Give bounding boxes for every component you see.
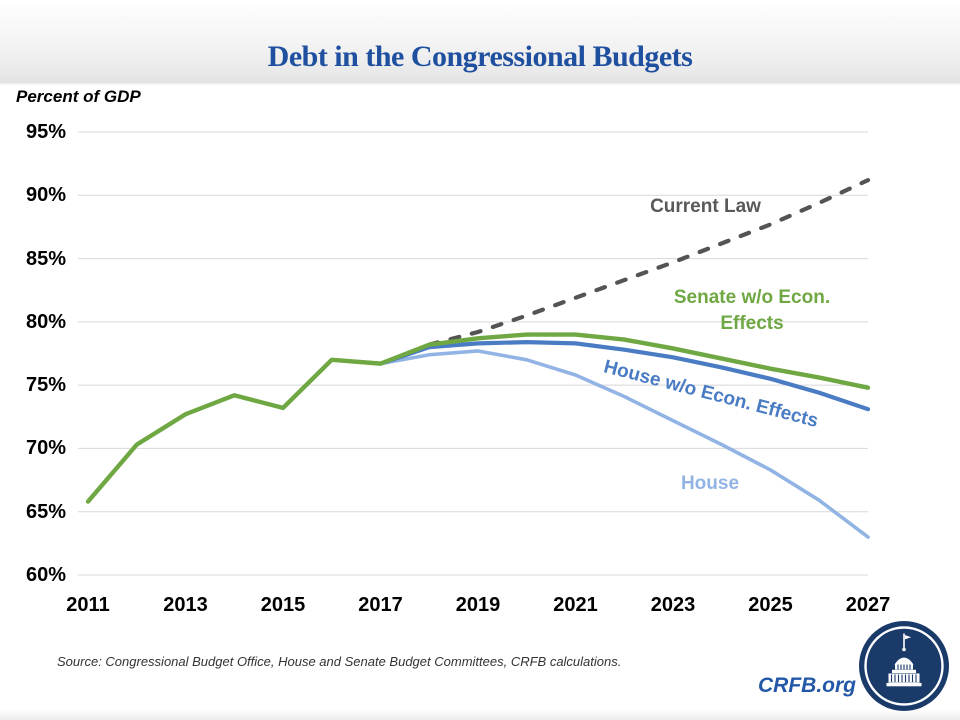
bottom-gradient (0, 710, 960, 720)
x-tick-label: 2021 (553, 594, 598, 616)
y-tick-label: 80% (25, 310, 66, 333)
y-tick-label: 65% (25, 500, 66, 523)
y-tick-label: 85% (25, 247, 66, 270)
y-tick-label: 60% (25, 564, 66, 586)
current-law-series-label: Current Law (650, 196, 761, 217)
crfb-org-text: CRFB.org (758, 674, 856, 697)
y-tick-label: 95% (25, 121, 66, 143)
y-axis-unit-label: Percent of GDP (16, 87, 141, 106)
house-wo-econ-series-label: House w/o Econ. Effects (601, 356, 821, 432)
senate-series-label: Senate w/o Econ. Effects (673, 287, 831, 334)
x-tick-label: 2013 (163, 594, 208, 616)
page-title: Debt in the Congressional Budgets (267, 40, 693, 73)
y-tick-label: 75% (25, 374, 66, 397)
x-tick-label: 2011 (66, 594, 110, 616)
x-tick-label: 2019 (455, 594, 501, 616)
x-tick-label: 2017 (358, 594, 403, 616)
y-tick-label: 70% (25, 437, 66, 460)
x-tick-label: 2023 (650, 594, 696, 616)
x-tick-label: 2027 (845, 594, 891, 616)
capitol-dome-logo (857, 619, 951, 713)
y-tick-label: 90% (25, 184, 66, 207)
x-tick-label: 2015 (260, 594, 306, 616)
x-tick-label: 2025 (748, 594, 793, 616)
house-series-label: House (680, 473, 740, 494)
source-note: Source: Congressional Budget Office, House and Senate Budget Committees, CRFB calculations. (57, 654, 622, 669)
